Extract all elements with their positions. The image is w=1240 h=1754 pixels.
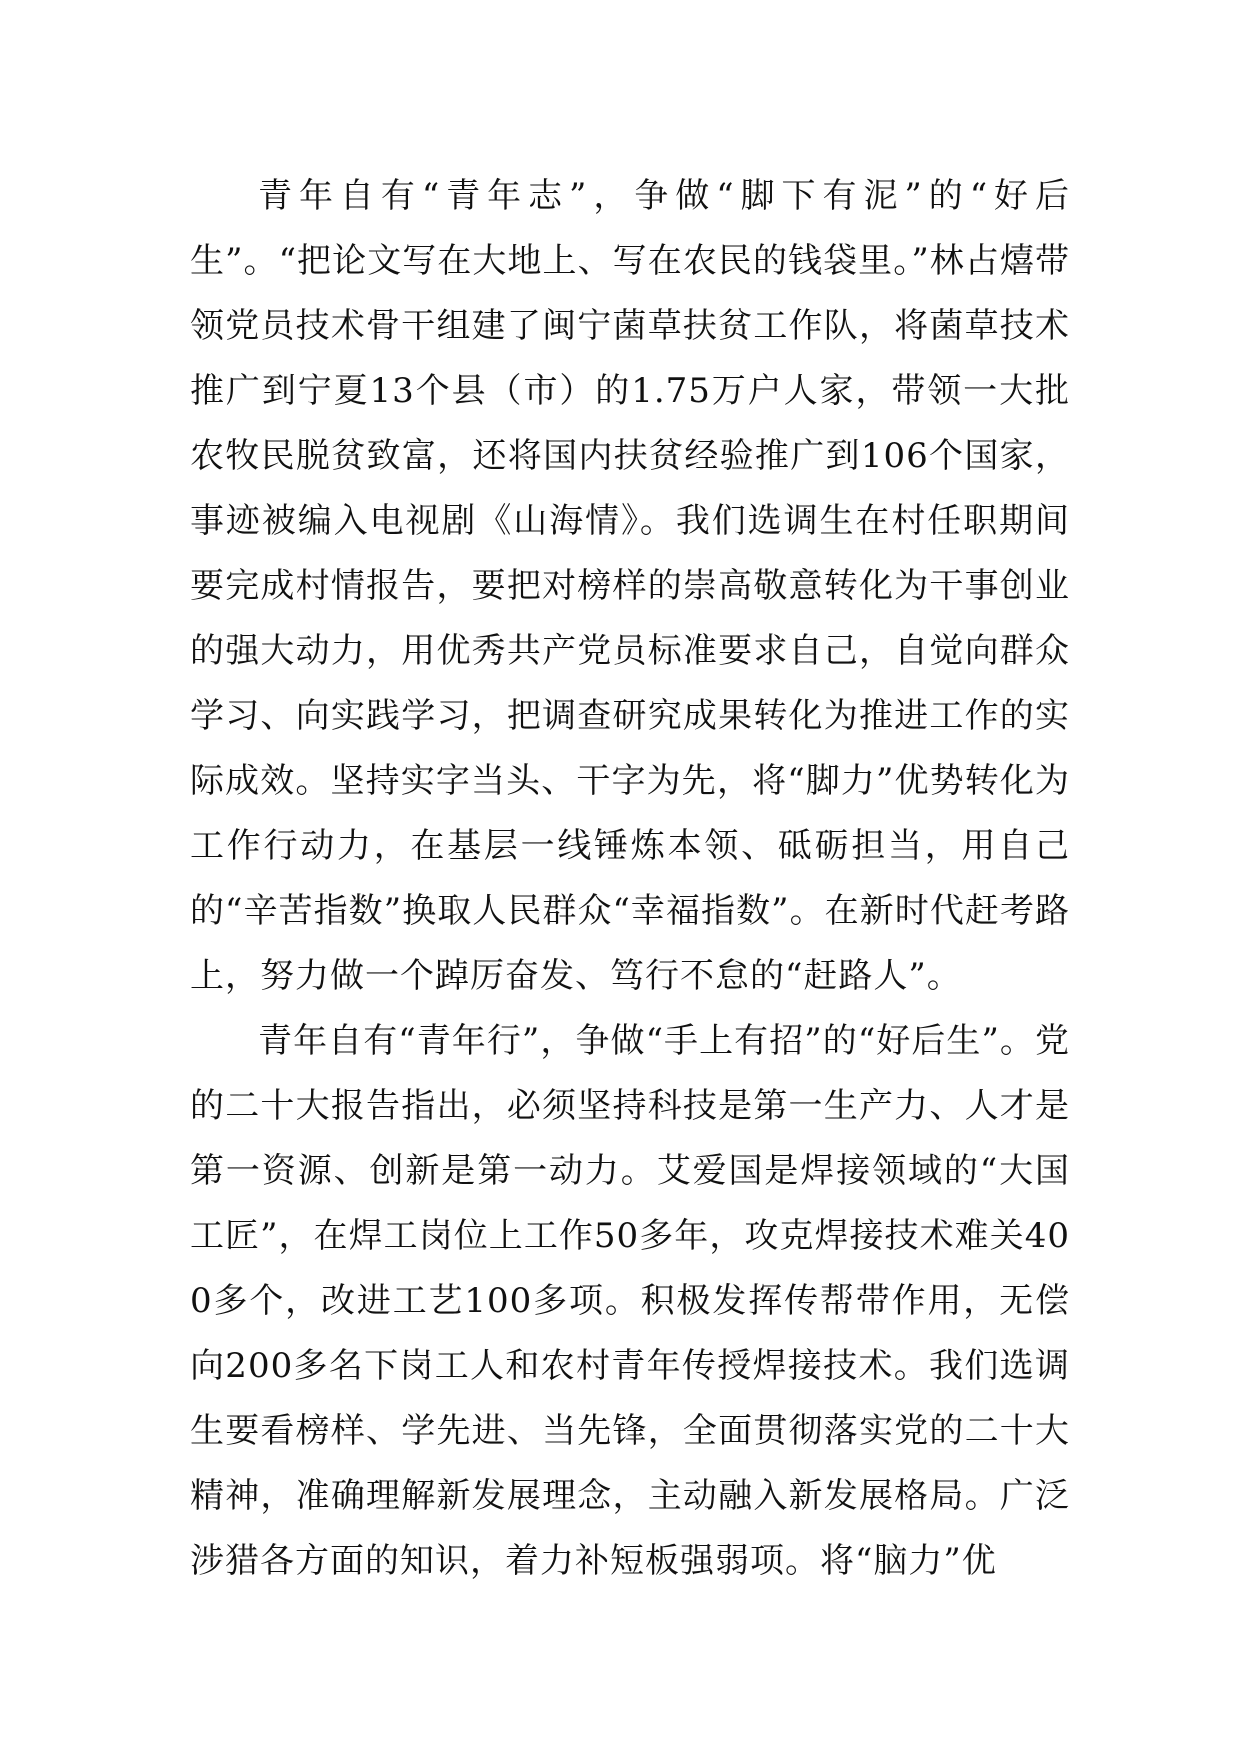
document-page [190,164,1070,1594]
paragraph-youth-action: 青年自有“青年行”，争做“手上有招”的“好后生”。党的二十大报告指出，必须坚持科技是第一生产力、人才是第一资源、创新是第一动力。艾爱国是焊接领域的“大国工匠”，在焊工岗位上工作50多年，攻克焊接技术难关400多个，改进工艺100多项。积极发挥传帮带作用，无偿向200多名下岗工人和农村青年传授焊接技术。我们选调生要看榜样、学先进、当先锋，全面贯彻落实党的二十大精神，准确理解新发展理念，主动融入新发展格局。广泛涉猎各方面的知识，着力补短板强弱项。将“脑力”优 [190,1021,1070,1581]
paragraph-youth-will: 青年自有“青年志”，争做“脚下有泥”的“好后生”。“把论文写在大地上、写在农民的钱袋里。”林占熺带领党员技术骨干组建了闽宁菌草扶贫工作队，将菌草技术推广到宁夏13个县（市）的1.75万户人家，带领一大批农牧民脱贫致富，还将国内扶贫经验推广到106个国家，事迹被编入电视剧《山海情》。我们选调生在村任职期间要完成村情报告，要把对榜样的崇高敬意转化为干事创业的强大动力，用优秀共产党员标准要求自己，自觉向群众学习、向实践学习，把调查研究成果转化为推进工作的实际成效。坚持实字当头、干字为先，将“脚力”优势转化为工作行动力，在基层一线锤炼本领、砥砺担当，用自己的“辛苦指数”换取人民群众“幸福指数”。在新时代赶考路上，努力做一个踔厉奋发、笃行不怠的“赶路人”。 [190,176,1070,996]
